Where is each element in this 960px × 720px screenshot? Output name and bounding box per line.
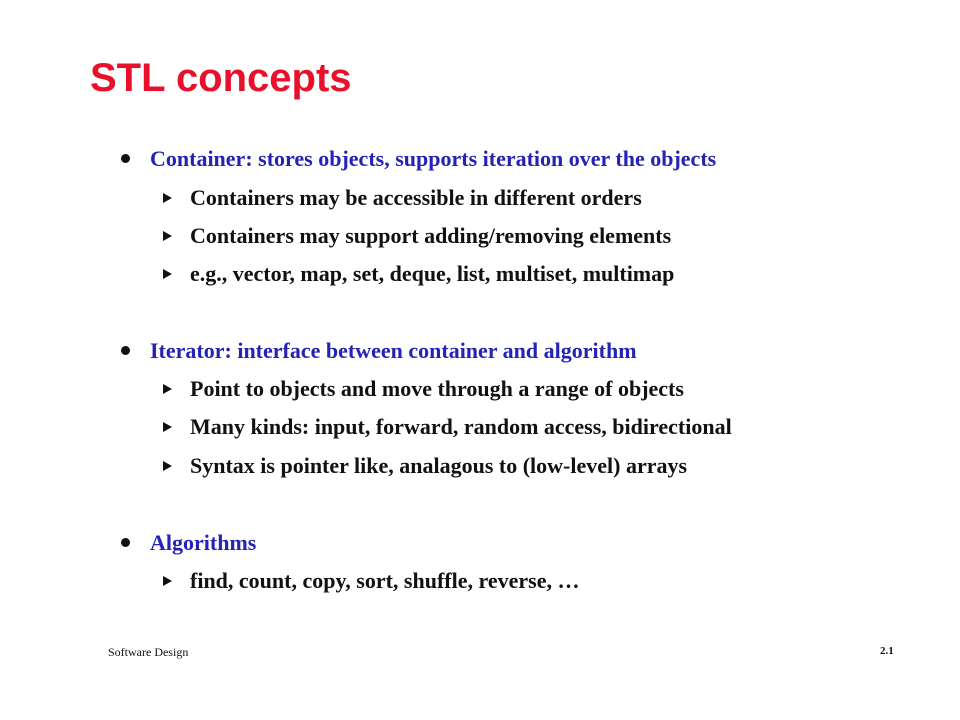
section-heading-algorithms: Algorithms <box>150 530 257 555</box>
arrow-bullet-icon <box>163 193 172 203</box>
section-heading-container: Container: stores objects, supports iteration over the objects <box>150 146 717 171</box>
bullet-dot-icon <box>121 538 130 547</box>
bullet-dot-icon <box>121 346 130 355</box>
arrow-bullet-icon <box>163 384 172 394</box>
list-item: e.g., vector, map, set, deque, list, multiset, multimap <box>190 261 675 286</box>
list-item: Point to objects and move through a range of objects <box>190 376 684 401</box>
arrow-bullet-icon <box>163 269 172 279</box>
list-item: Containers may be accessible in different orders <box>190 185 642 210</box>
arrow-bullet-icon <box>163 422 172 432</box>
bullet-dot-icon <box>121 154 130 163</box>
arrow-bullet-icon <box>163 576 172 586</box>
list-item: find, count, copy, sort, shuffle, reverse, … <box>190 568 580 593</box>
list-item: Many kinds: input, forward, random access, bidirectional <box>190 414 732 439</box>
arrow-bullet-icon <box>163 461 172 471</box>
footer-slide-number: 2.1 <box>880 645 894 657</box>
section-heading-iterator: Iterator: interface between container and algorithm <box>150 338 637 363</box>
slide-title: STL concepts <box>90 56 352 100</box>
footer-course-name: Software Design <box>108 645 189 659</box>
list-item: Containers may support adding/removing elements <box>190 223 672 248</box>
list-item: Syntax is pointer like, analagous to (low-level) arrays <box>190 453 688 478</box>
arrow-bullet-icon <box>163 231 172 241</box>
